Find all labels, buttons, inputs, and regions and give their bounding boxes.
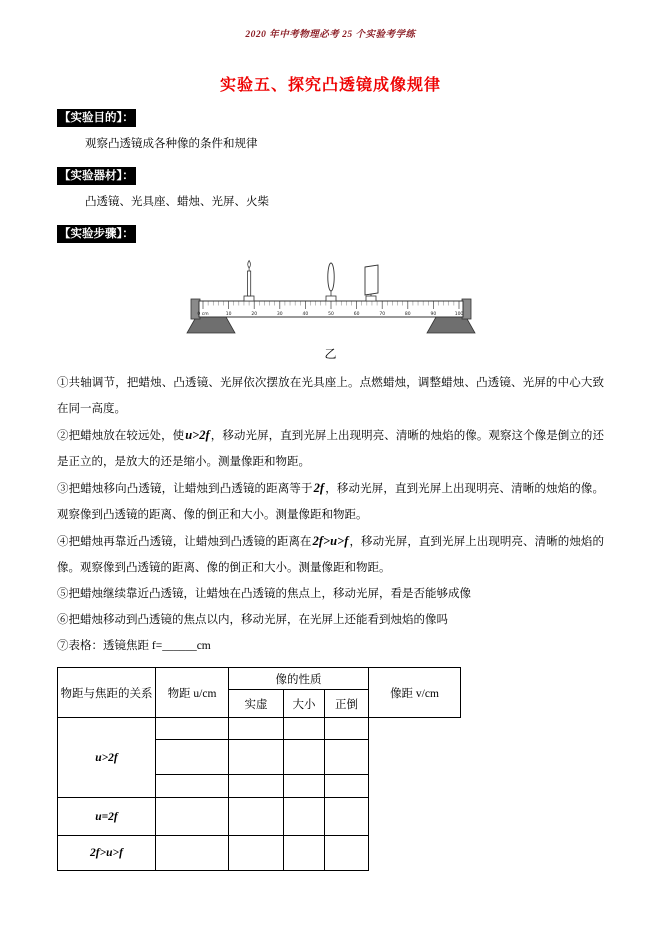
page-header: 2020 年中考物理必考 25 个实验考学练	[245, 30, 416, 40]
screen-holder	[366, 296, 376, 301]
step-item	[57, 422, 604, 475]
section-procedure	[57, 224, 604, 243]
col-header-object-distance: 物距 u/cm	[156, 668, 229, 718]
step-item	[57, 581, 604, 607]
col-header-image-distance: 像距 v/cm	[369, 668, 461, 718]
lens-holder	[326, 296, 336, 301]
math-expression: 2f>u>f	[312, 534, 349, 548]
materials-text: 凸透镜、光具座、蜡烛、光屏、火柴	[85, 196, 269, 208]
step-text: ，移动光屏，直到光屏上出现明亮、清晰的烛焰的像。观察像到凸透镜的距离、像的倒正和大小。测量像距和物距。	[57, 483, 605, 521]
empty-cell	[229, 798, 284, 836]
results-table	[57, 667, 461, 871]
step-item	[57, 528, 604, 581]
svg-text:40: 40	[302, 312, 308, 317]
col-header-orientation: 正倒	[325, 690, 369, 718]
empty-cell	[284, 775, 325, 798]
page-title: 实验五、探究凸透镜成像规律	[219, 77, 441, 94]
light-screen	[365, 265, 378, 295]
svg-text:100: 100	[454, 312, 463, 317]
page-content	[0, 108, 661, 871]
step-text: ④把蜡烛再靠近凸透镜，让蜡烛到凸透镜的距离在	[57, 536, 312, 548]
empty-cell	[325, 740, 369, 775]
procedure-label: 【实验步骤】：	[57, 225, 136, 243]
step-text: ⑥把蜡烛移动到凸透镜的焦点以内，移动光屏，在光屏上还能看到烛焰的像吗	[57, 614, 448, 626]
col-header-size: 大小	[284, 690, 325, 718]
step-text: ⑤把蜡烛继续靠近凸透镜，让蜡烛在凸透镜的焦点上，移动光屏，看是否能够成像	[57, 588, 471, 600]
svg-text:80: 80	[404, 312, 411, 317]
step-text: ②把蜡烛放在较远处，使	[57, 430, 185, 442]
step-item	[57, 370, 604, 422]
convex-lens	[327, 263, 333, 291]
section-purpose	[57, 108, 604, 127]
empty-cell	[156, 718, 229, 740]
empty-cell	[284, 740, 325, 775]
materials-label: 【实验器材】：	[57, 167, 136, 185]
empty-cell	[229, 775, 284, 798]
svg-text:10: 10	[225, 312, 231, 317]
purpose-label: 【实验目的】：	[57, 109, 136, 127]
empty-cell	[284, 718, 325, 740]
empty-cell	[284, 798, 325, 836]
candle	[247, 271, 250, 296]
empty-cell	[325, 836, 369, 871]
step-item	[57, 475, 604, 528]
empty-cell	[156, 775, 229, 798]
figure-caption: 乙	[324, 347, 337, 361]
empty-cell	[229, 718, 284, 740]
col-header-relation: 物距与焦距的关系	[58, 668, 156, 718]
relation-u-eq-2f: u=2f	[58, 798, 156, 836]
relation-2f-gt-u-gt-f: 2f>u>f	[58, 836, 156, 871]
svg-text:60: 60	[353, 312, 359, 317]
candle-flame	[247, 261, 250, 269]
col-header-image-properties: 像的性质	[229, 668, 369, 690]
empty-cell	[156, 740, 229, 775]
optical-bench-figure	[57, 255, 604, 362]
empty-cell	[325, 775, 369, 798]
step-text: ，移动光屏，直到光屏上出现明亮、清晰的烛焰的像。观察这个像是倒立的还是正立的，是放大的还是缩小。测量像距和物距。	[57, 430, 604, 468]
empty-cell	[156, 798, 229, 836]
step-text: ③把蜡烛移向凸透镜，让蜡烛到凸透镜的距离等于	[57, 483, 313, 495]
svg-text:30: 30	[276, 312, 283, 317]
step-item	[57, 633, 604, 659]
candle-holder	[244, 296, 254, 301]
empty-cell	[229, 836, 284, 871]
svg-text:70: 70	[378, 312, 385, 317]
math-expression: u>2f	[185, 428, 210, 442]
step-text: ⑦表格：透镜焦距 f=______cm	[57, 640, 211, 652]
step-item	[57, 607, 604, 633]
section-materials	[57, 166, 604, 185]
col-header-real-virtual: 实虚	[229, 690, 284, 718]
empty-cell	[156, 836, 229, 871]
relation-u-gt-2f: u>2f	[58, 718, 156, 798]
svg-text:50: 50	[327, 312, 334, 317]
step-text: ①共轴调节，把蜡烛、凸透镜、光屏依次摆放在光具座上。点燃蜡烛，调整蜡烛、凸透镜、光屏的中心大致在同一高度。	[57, 377, 604, 415]
step-text: ，移动光屏，直到光屏上出现明亮、清晰的烛焰的像。观察像到凸透镜的距离、像的倒正和大小。测量像距和物距。	[57, 536, 604, 574]
optical-bench-diagram	[181, 255, 481, 339]
empty-cell	[325, 718, 369, 740]
svg-text:0 cm: 0 cm	[196, 312, 209, 317]
svg-text:20: 20	[250, 312, 257, 317]
math-expression: 2f	[313, 481, 325, 495]
svg-text:90: 90	[430, 312, 436, 317]
empty-cell	[325, 798, 369, 836]
empty-cell	[284, 836, 325, 871]
empty-cell	[229, 740, 284, 775]
steps-list	[57, 370, 604, 659]
purpose-text: 观察凸透镜成各种像的条件和规律	[85, 138, 258, 150]
